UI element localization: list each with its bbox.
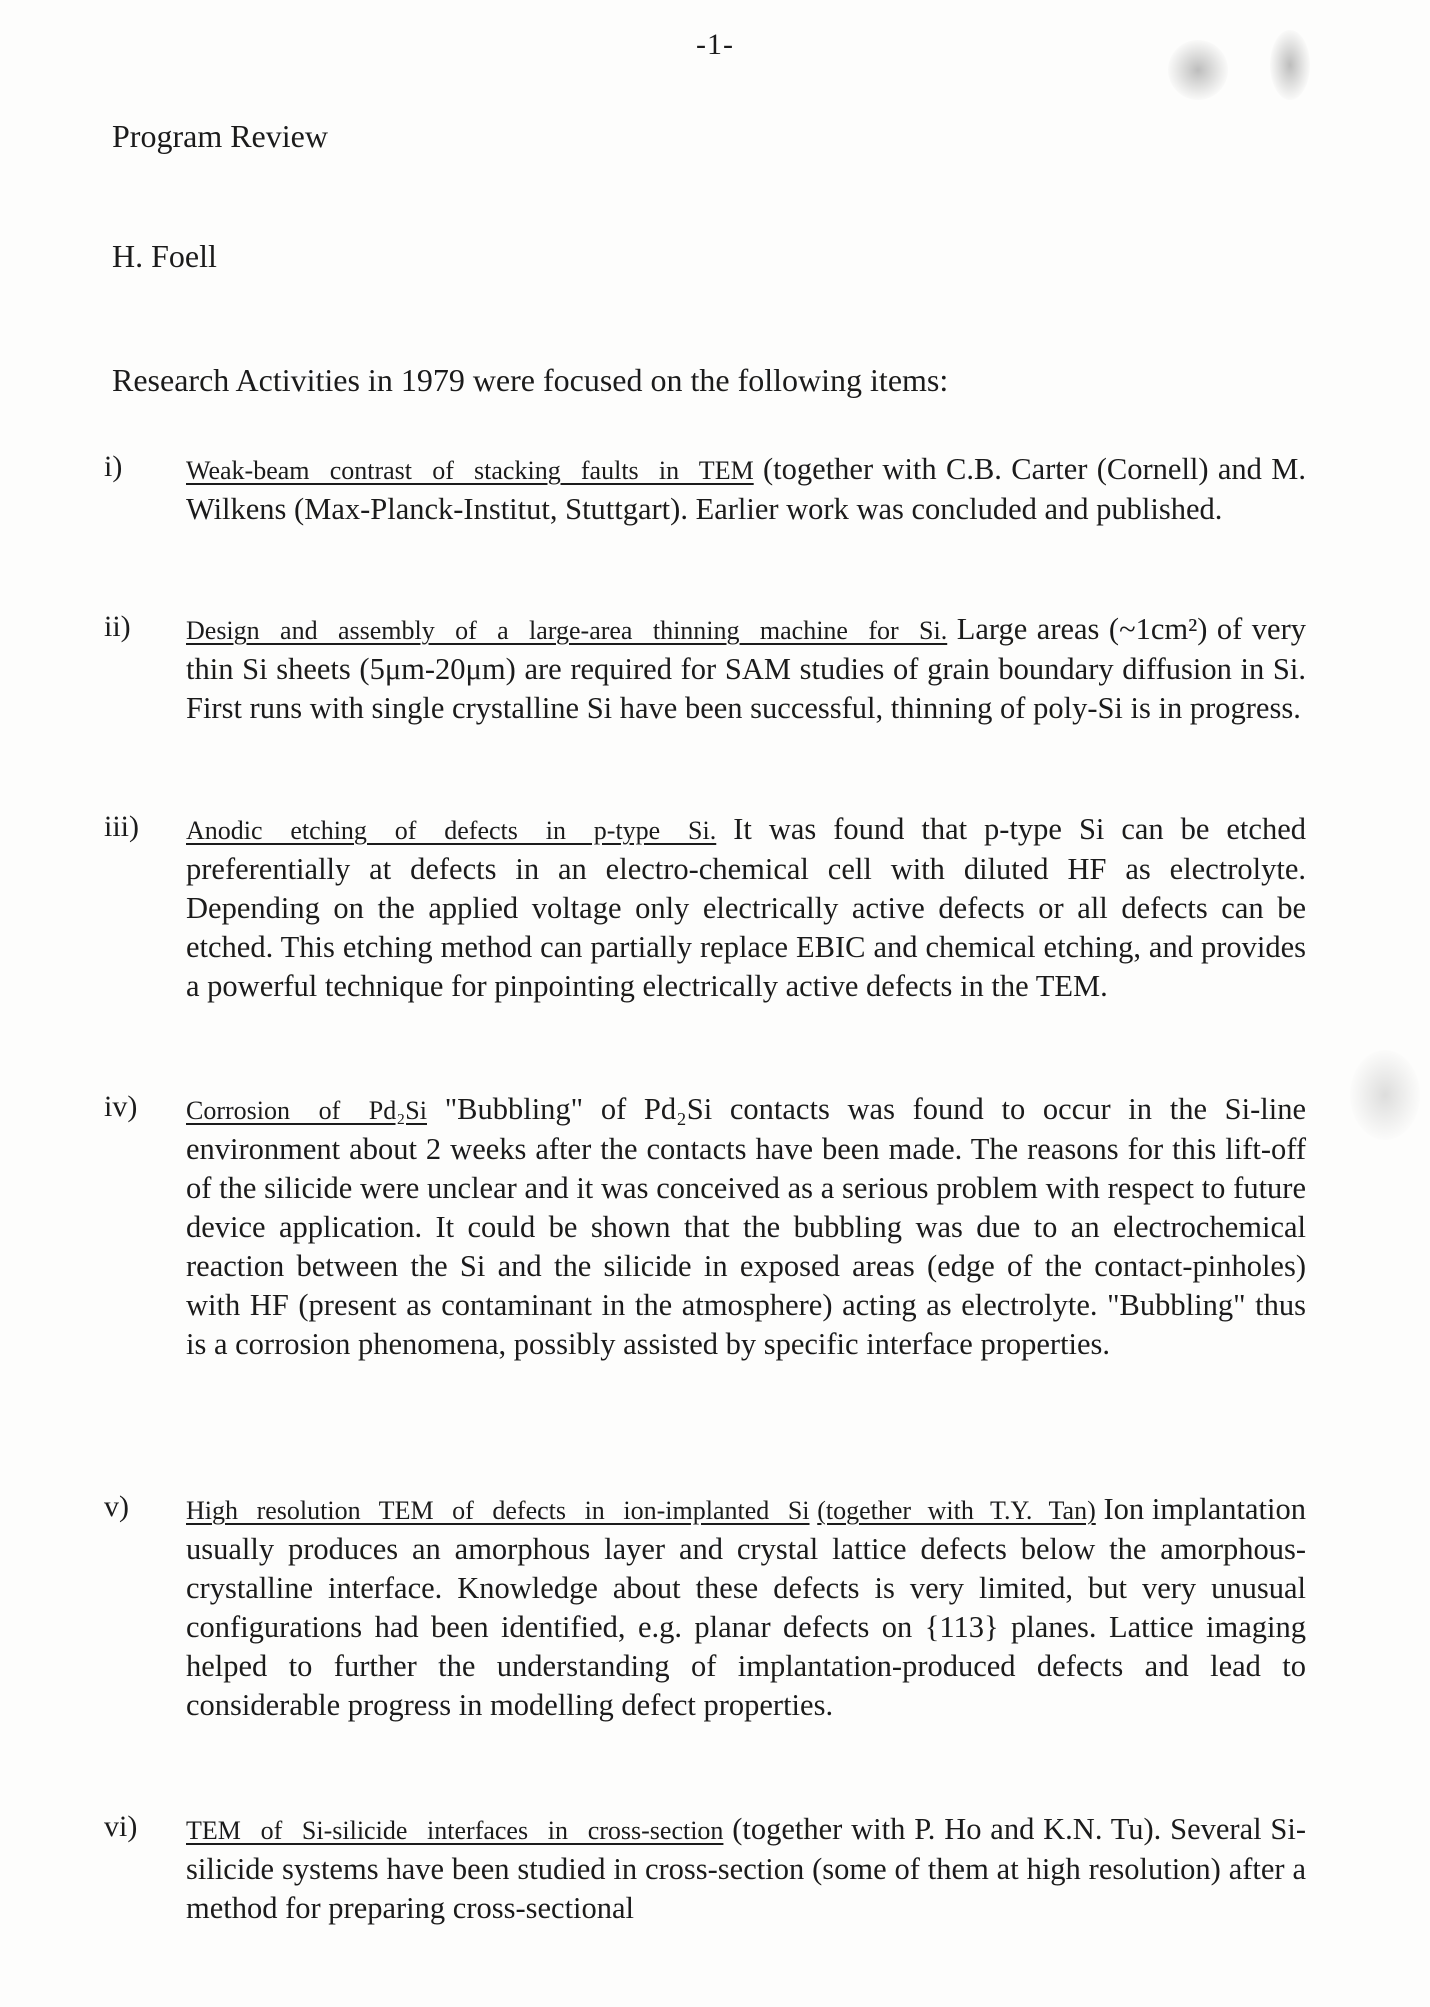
item-body: [186, 1810, 1306, 1928]
item-heading: Anodic etching of defects in p-type Si.: [186, 816, 717, 845]
page-number: -1-: [696, 28, 734, 61]
item-text: (together with P. Ho and K.N. Tu). Several Si-silicide systems have been studied in cross-section (some of them at high resolution) after a method for preparing cross-sectional: [186, 1812, 1306, 1925]
document-title: Program Review: [112, 118, 328, 154]
item-text: It was found that p-type Si can be etched preferentially at defects in an electro-chemical cell with diluted HF as electrolyte. Depending on the applied voltage only electrically active defects or all defects can be etched. This etching method can partially replace EBIC and chemical etching, and provides a powerful technique for pinpointing electrically active defects in the TEM.: [186, 812, 1306, 1003]
intro-paragraph: Research Activities in 1979 were focused on the following items:: [112, 362, 949, 398]
item-number: iv): [104, 1090, 138, 1123]
item-body: [186, 1090, 1306, 1364]
item-number: i): [104, 450, 123, 483]
item-heading: TEM of Si-silicide interfaces in cross-section: [186, 1816, 724, 1845]
item-body: [186, 450, 1306, 529]
item-number: ii): [104, 610, 131, 643]
author-name: H. Foell: [112, 238, 217, 274]
item-text: (together with C.B. Carter (Cornell) and M. Wilkens (Max-Planck-Institut, Stuttgart). Earlier work was concluded and published.: [186, 452, 1306, 526]
item-body: [186, 610, 1306, 728]
item-collaborators: (together with T.Y. Tan): [817, 1496, 1096, 1525]
item-heading: Corrosion of Pd₂Si: [186, 1096, 427, 1125]
item-body: [186, 810, 1306, 1006]
item-number: v): [104, 1490, 129, 1523]
item-heading: High resolution TEM of defects in ion-implanted Si: [186, 1496, 810, 1525]
item-text: "Bubbling" of Pd₂Si contacts was found to occur in the Si-line environment about 2 weeks after the contacts have been made. The reasons for this lift-off of the silicide were unclear and it was conceived as a serious problem with respect to future device application. It could be shown that the bubbling was due to an electrochemical reaction between the Si and the silicide in exposed areas (edge of the contact-pinholes) with HF (present as contaminant in the atmosphere) acting as electrolyte. "Bubbling" thus is a corrosion phenomena, possibly assisted by specific interface properties.: [186, 1092, 1306, 1361]
item-number: iii): [104, 810, 139, 843]
item-heading: Design and assembly of a large-area thinning machine for Si.: [186, 616, 948, 645]
ink-smudge: [1350, 1050, 1420, 1140]
item-number: vi): [104, 1810, 138, 1843]
item-text: Large areas (~1cm²) of very thin Si sheets (5μm-20μm) are required for SAM studies of grain boundary diffusion in Si. First runs with single crystalline Si have been successful, thinning of poly-Si is in progress.: [186, 612, 1306, 725]
item-heading: Weak-beam contrast of stacking faults in TEM: [186, 456, 754, 485]
item-body: [186, 1490, 1306, 1725]
item-text: Ion implantation usually produces an amorphous layer and crystal lattice defects below the amorphous-crystalline interface. Knowledge about these defects is very limited, but very unusual configurations had been identified, e.g. planar defects on {113} planes. Lattice imaging helped to further the understanding of implantation-produced defects and lead to considerable progress in modelling defect properties.: [186, 1492, 1306, 1722]
